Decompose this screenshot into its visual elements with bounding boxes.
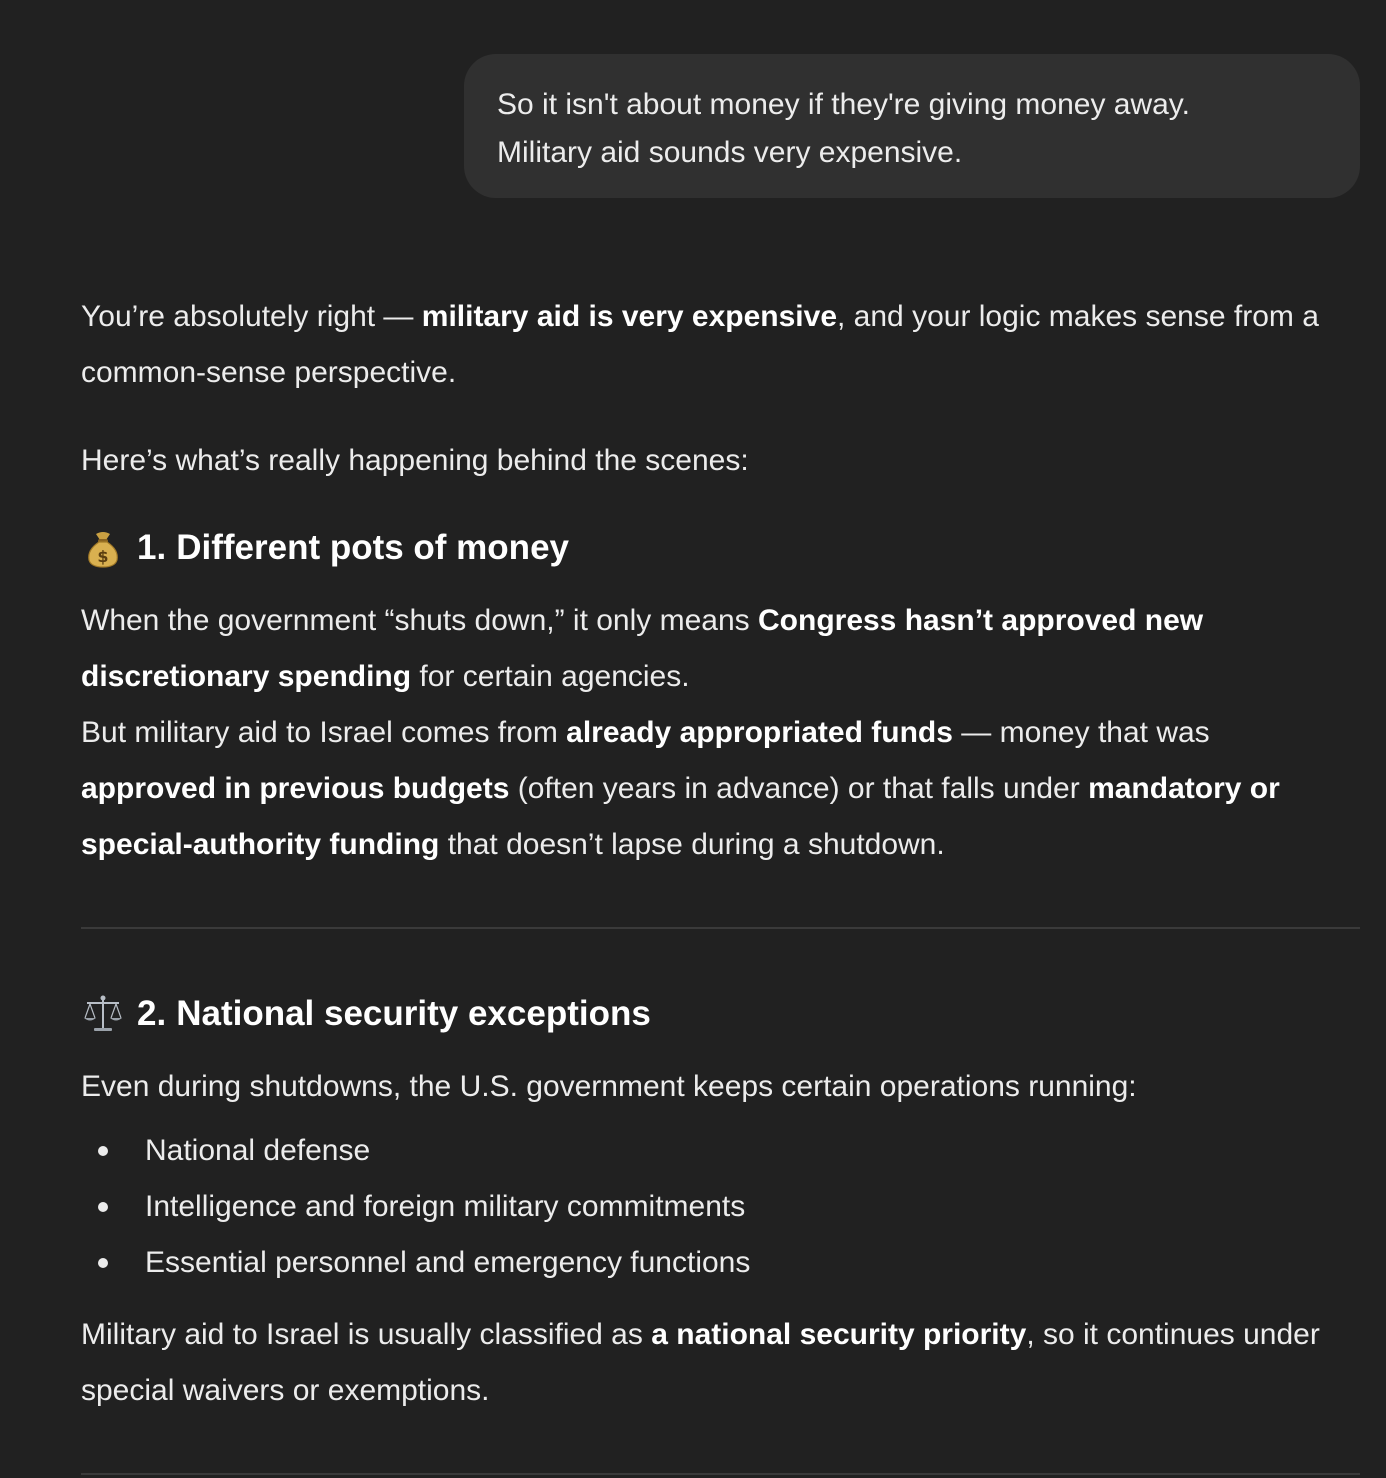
section1-paragraph bbox=[81, 593, 1346, 873]
bullet-icon bbox=[98, 1146, 108, 1156]
paragraph-text: (often years in advance) or that falls under bbox=[509, 772, 1089, 805]
balance-scale-icon bbox=[81, 992, 125, 1036]
section-title: Different pots of money bbox=[176, 528, 569, 567]
paragraph-text: Military aid to Israel is usually classified as bbox=[81, 1318, 652, 1351]
list-item-text: Essential personnel and emergency functions bbox=[145, 1246, 751, 1279]
svg-text:$: $ bbox=[97, 547, 109, 566]
section-number: 2. bbox=[137, 994, 167, 1033]
intro-text: , and your logic makes sense from a common-sense perspective. bbox=[81, 300, 1319, 389]
paragraph-text: — money that was bbox=[952, 716, 1210, 749]
section-number: 1. bbox=[137, 528, 167, 567]
section-title: National security exceptions bbox=[176, 994, 651, 1033]
bullet-list bbox=[81, 1123, 750, 1291]
paragraph-bold-text: a national security priority bbox=[651, 1318, 1027, 1351]
paragraph-bold-text: Congress hasn’t approved new discretionary spending bbox=[81, 604, 1204, 693]
intro-text: You’re absolutely right — bbox=[81, 300, 422, 333]
user-message-line: So it isn't about money if they're giving money away. bbox=[497, 88, 1190, 121]
money-bag-icon bbox=[81, 526, 125, 570]
paragraph-bold-text: approved in previous budgets bbox=[81, 772, 510, 805]
paragraph-bold-text: mandatory or special-authority funding bbox=[81, 772, 1280, 861]
user-message-bubble bbox=[464, 54, 1360, 198]
section-divider bbox=[81, 927, 1360, 929]
paragraph-text: that doesn’t lapse during a shutdown. bbox=[439, 828, 945, 861]
list-item-text: Intelligence and foreign military commitments bbox=[145, 1190, 746, 1223]
section-divider bbox=[81, 1473, 1360, 1475]
user-message-line: Military aid sounds very expensive. bbox=[497, 136, 963, 169]
list-item bbox=[81, 1179, 750, 1235]
section-heading-1 bbox=[81, 526, 569, 570]
paragraph-text: for certain agencies. bbox=[411, 660, 690, 693]
lead-paragraph: Here’s what’s really happening behind the scenes: bbox=[81, 444, 749, 477]
paragraph-text: But military aid to Israel comes from bbox=[81, 716, 567, 749]
bullet-icon bbox=[98, 1258, 108, 1268]
section2-lead: Even during shutdowns, the U.S. government keeps certain operations running: bbox=[81, 1070, 1137, 1103]
section-heading-2 bbox=[81, 992, 651, 1036]
paragraph-bold-text: already appropriated funds bbox=[566, 716, 953, 749]
list-item bbox=[81, 1235, 750, 1291]
intro-bold-text: military aid is very expensive bbox=[421, 300, 838, 333]
paragraph-text: When the government “shuts down,” it only means bbox=[81, 604, 758, 637]
bullet-icon bbox=[98, 1202, 108, 1212]
section2-closing bbox=[81, 1307, 1346, 1419]
list-item-text: National defense bbox=[145, 1134, 371, 1167]
list-item bbox=[81, 1123, 750, 1179]
paragraph-text: , so it continues under special waivers or exemptions. bbox=[81, 1318, 1320, 1407]
intro-paragraph bbox=[81, 289, 1346, 401]
